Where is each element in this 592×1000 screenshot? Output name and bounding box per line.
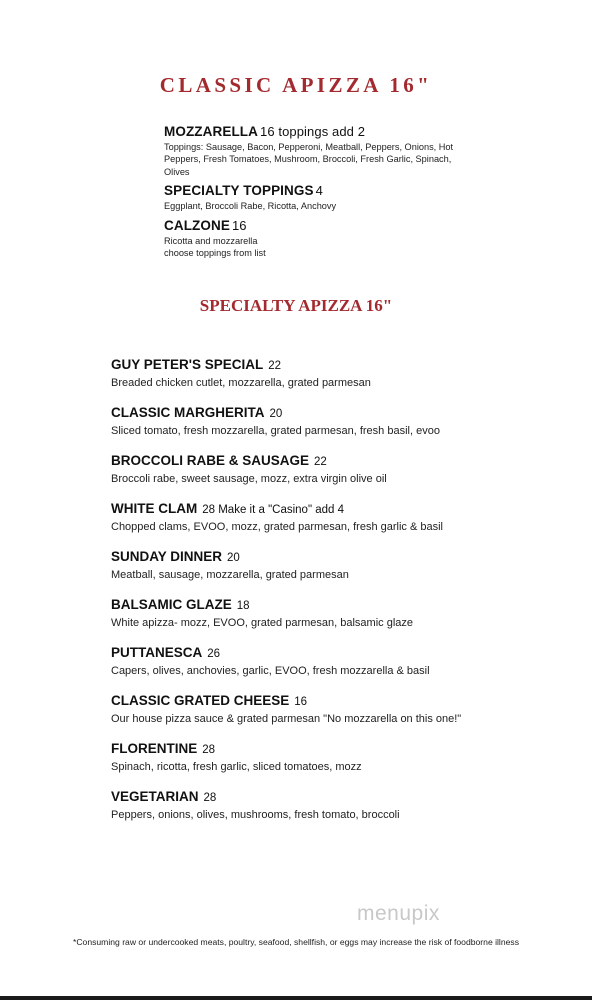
item-heading bbox=[164, 123, 464, 141]
item-description: Broccoli rabe, sweet sausage, mozz, extra virgin olive oil bbox=[111, 473, 387, 485]
item-price: 16 bbox=[231, 217, 247, 233]
menu-item-florentine bbox=[111, 739, 481, 774]
item-heading bbox=[111, 595, 481, 616]
item-description: Breaded chicken cutlet, mozzarella, grated parmesan bbox=[111, 377, 371, 389]
item-description: Chopped clams, EVOO, mozz, grated parmesan, fresh garlic & basil bbox=[111, 521, 443, 533]
item-name: SUNDAY DINNER bbox=[111, 549, 223, 564]
item-heading bbox=[111, 691, 481, 712]
menu-item-balsamic-glaze bbox=[111, 595, 481, 630]
classic-menu-list bbox=[164, 123, 464, 263]
item-description: White apizza- mozz, EVOO, grated parmesan, balsamic glaze bbox=[111, 617, 414, 629]
menu-item-specialty-toppings bbox=[164, 182, 464, 212]
item-heading bbox=[164, 217, 464, 235]
item-description: Our house pizza sauce & grated parmesan "No mozzarella on this one!" bbox=[111, 713, 462, 725]
item-price: 16 toppings add 2 bbox=[259, 124, 366, 139]
bottom-border bbox=[0, 996, 592, 1000]
classic-apizza-title: CLASSIC APIZZA 16" bbox=[159, 73, 433, 97]
menu-item-calzone bbox=[164, 217, 464, 260]
item-price: 18 bbox=[236, 600, 250, 612]
item-name: BALSAMIC GLAZE bbox=[111, 597, 232, 612]
item-description: Eggplant, Broccoli Rabe, Ricotta, Anchovy bbox=[164, 201, 337, 212]
item-description: Ricotta and mozzarella choose toppings from list bbox=[164, 235, 266, 259]
item-heading bbox=[111, 403, 481, 424]
item-name: CALZONE bbox=[164, 217, 230, 233]
item-name: PUTTANESCA bbox=[111, 645, 203, 660]
menupix-watermark: menupix bbox=[357, 902, 440, 925]
menu-item-vegetarian bbox=[111, 787, 481, 822]
item-heading bbox=[164, 182, 464, 200]
item-heading bbox=[111, 499, 481, 520]
item-description: Sliced tomato, fresh mozzarella, grated parmesan, fresh basil, evoo bbox=[111, 425, 440, 437]
menu-item-puttanesca bbox=[111, 643, 481, 678]
menu-item-mozzarella bbox=[164, 123, 464, 178]
item-name: MOZZARELLA bbox=[164, 124, 258, 139]
item-heading bbox=[111, 451, 481, 472]
item-name: BROCCOLI RABE & SAUSAGE bbox=[111, 453, 310, 468]
menu-item-classic-margherita bbox=[111, 403, 481, 438]
item-name: VEGETARIAN bbox=[111, 789, 199, 804]
item-price: 4 bbox=[315, 183, 323, 199]
item-description: Meatball, sausage, mozzarella, grated parmesan bbox=[111, 569, 349, 581]
item-name: SPECIALTY TOPPINGS bbox=[164, 183, 314, 199]
item-price: 28 Make it a "Casino" add 4 bbox=[202, 504, 345, 516]
food-safety-footnote: *Consuming raw or undercooked meats, poultry, seafood, shellfish, or eggs may increase the risk of foodborne illness bbox=[73, 937, 519, 947]
item-price: 20 bbox=[269, 408, 283, 420]
item-description: Peppers, onions, olives, mushrooms, fresh tomato, broccoli bbox=[111, 809, 400, 821]
menu-item-sunday-dinner bbox=[111, 547, 481, 582]
item-heading bbox=[111, 643, 481, 664]
item-heading bbox=[111, 739, 481, 760]
item-price: 28 bbox=[203, 792, 217, 804]
item-price: 22 bbox=[314, 456, 327, 468]
item-price: 26 bbox=[207, 648, 221, 660]
item-name: GUY PETER'S SPECIAL bbox=[111, 357, 264, 372]
item-price: 16 bbox=[294, 696, 308, 708]
item-description: Toppings: Sausage, Bacon, Pepperoni, Meatball, Peppers, Onions, Hot Peppers, Fresh Tomatoes, Mushroom, Broccoli, Fresh Garlic, Spinach, Olives bbox=[164, 142, 454, 177]
item-name: WHITE CLAM bbox=[111, 501, 198, 516]
item-price: 22 bbox=[268, 360, 282, 372]
item-description: Capers, olives, anchovies, garlic, EVOO, fresh mozzarella & basil bbox=[111, 665, 430, 677]
menu-item-white-clam bbox=[111, 499, 481, 534]
item-heading bbox=[111, 355, 481, 376]
item-name: FLORENTINE bbox=[111, 741, 198, 756]
item-price: 28 bbox=[202, 744, 216, 756]
item-description: Spinach, ricotta, fresh garlic, sliced tomatoes, mozz bbox=[111, 761, 362, 773]
item-heading bbox=[111, 547, 481, 568]
item-price: 20 bbox=[227, 552, 240, 564]
menu-item-classic-grated-cheese bbox=[111, 691, 481, 726]
specialty-menu-list bbox=[111, 355, 481, 835]
menu-item-guy-peters-special bbox=[111, 355, 481, 390]
item-name: CLASSIC GRATED CHEESE bbox=[111, 693, 290, 708]
item-heading bbox=[111, 787, 481, 808]
item-name: CLASSIC MARGHERITA bbox=[111, 405, 265, 420]
menu-item-broccoli-rabe-sausage bbox=[111, 451, 481, 486]
specialty-apizza-title: SPECIALTY APIZZA 16" bbox=[199, 296, 393, 315]
